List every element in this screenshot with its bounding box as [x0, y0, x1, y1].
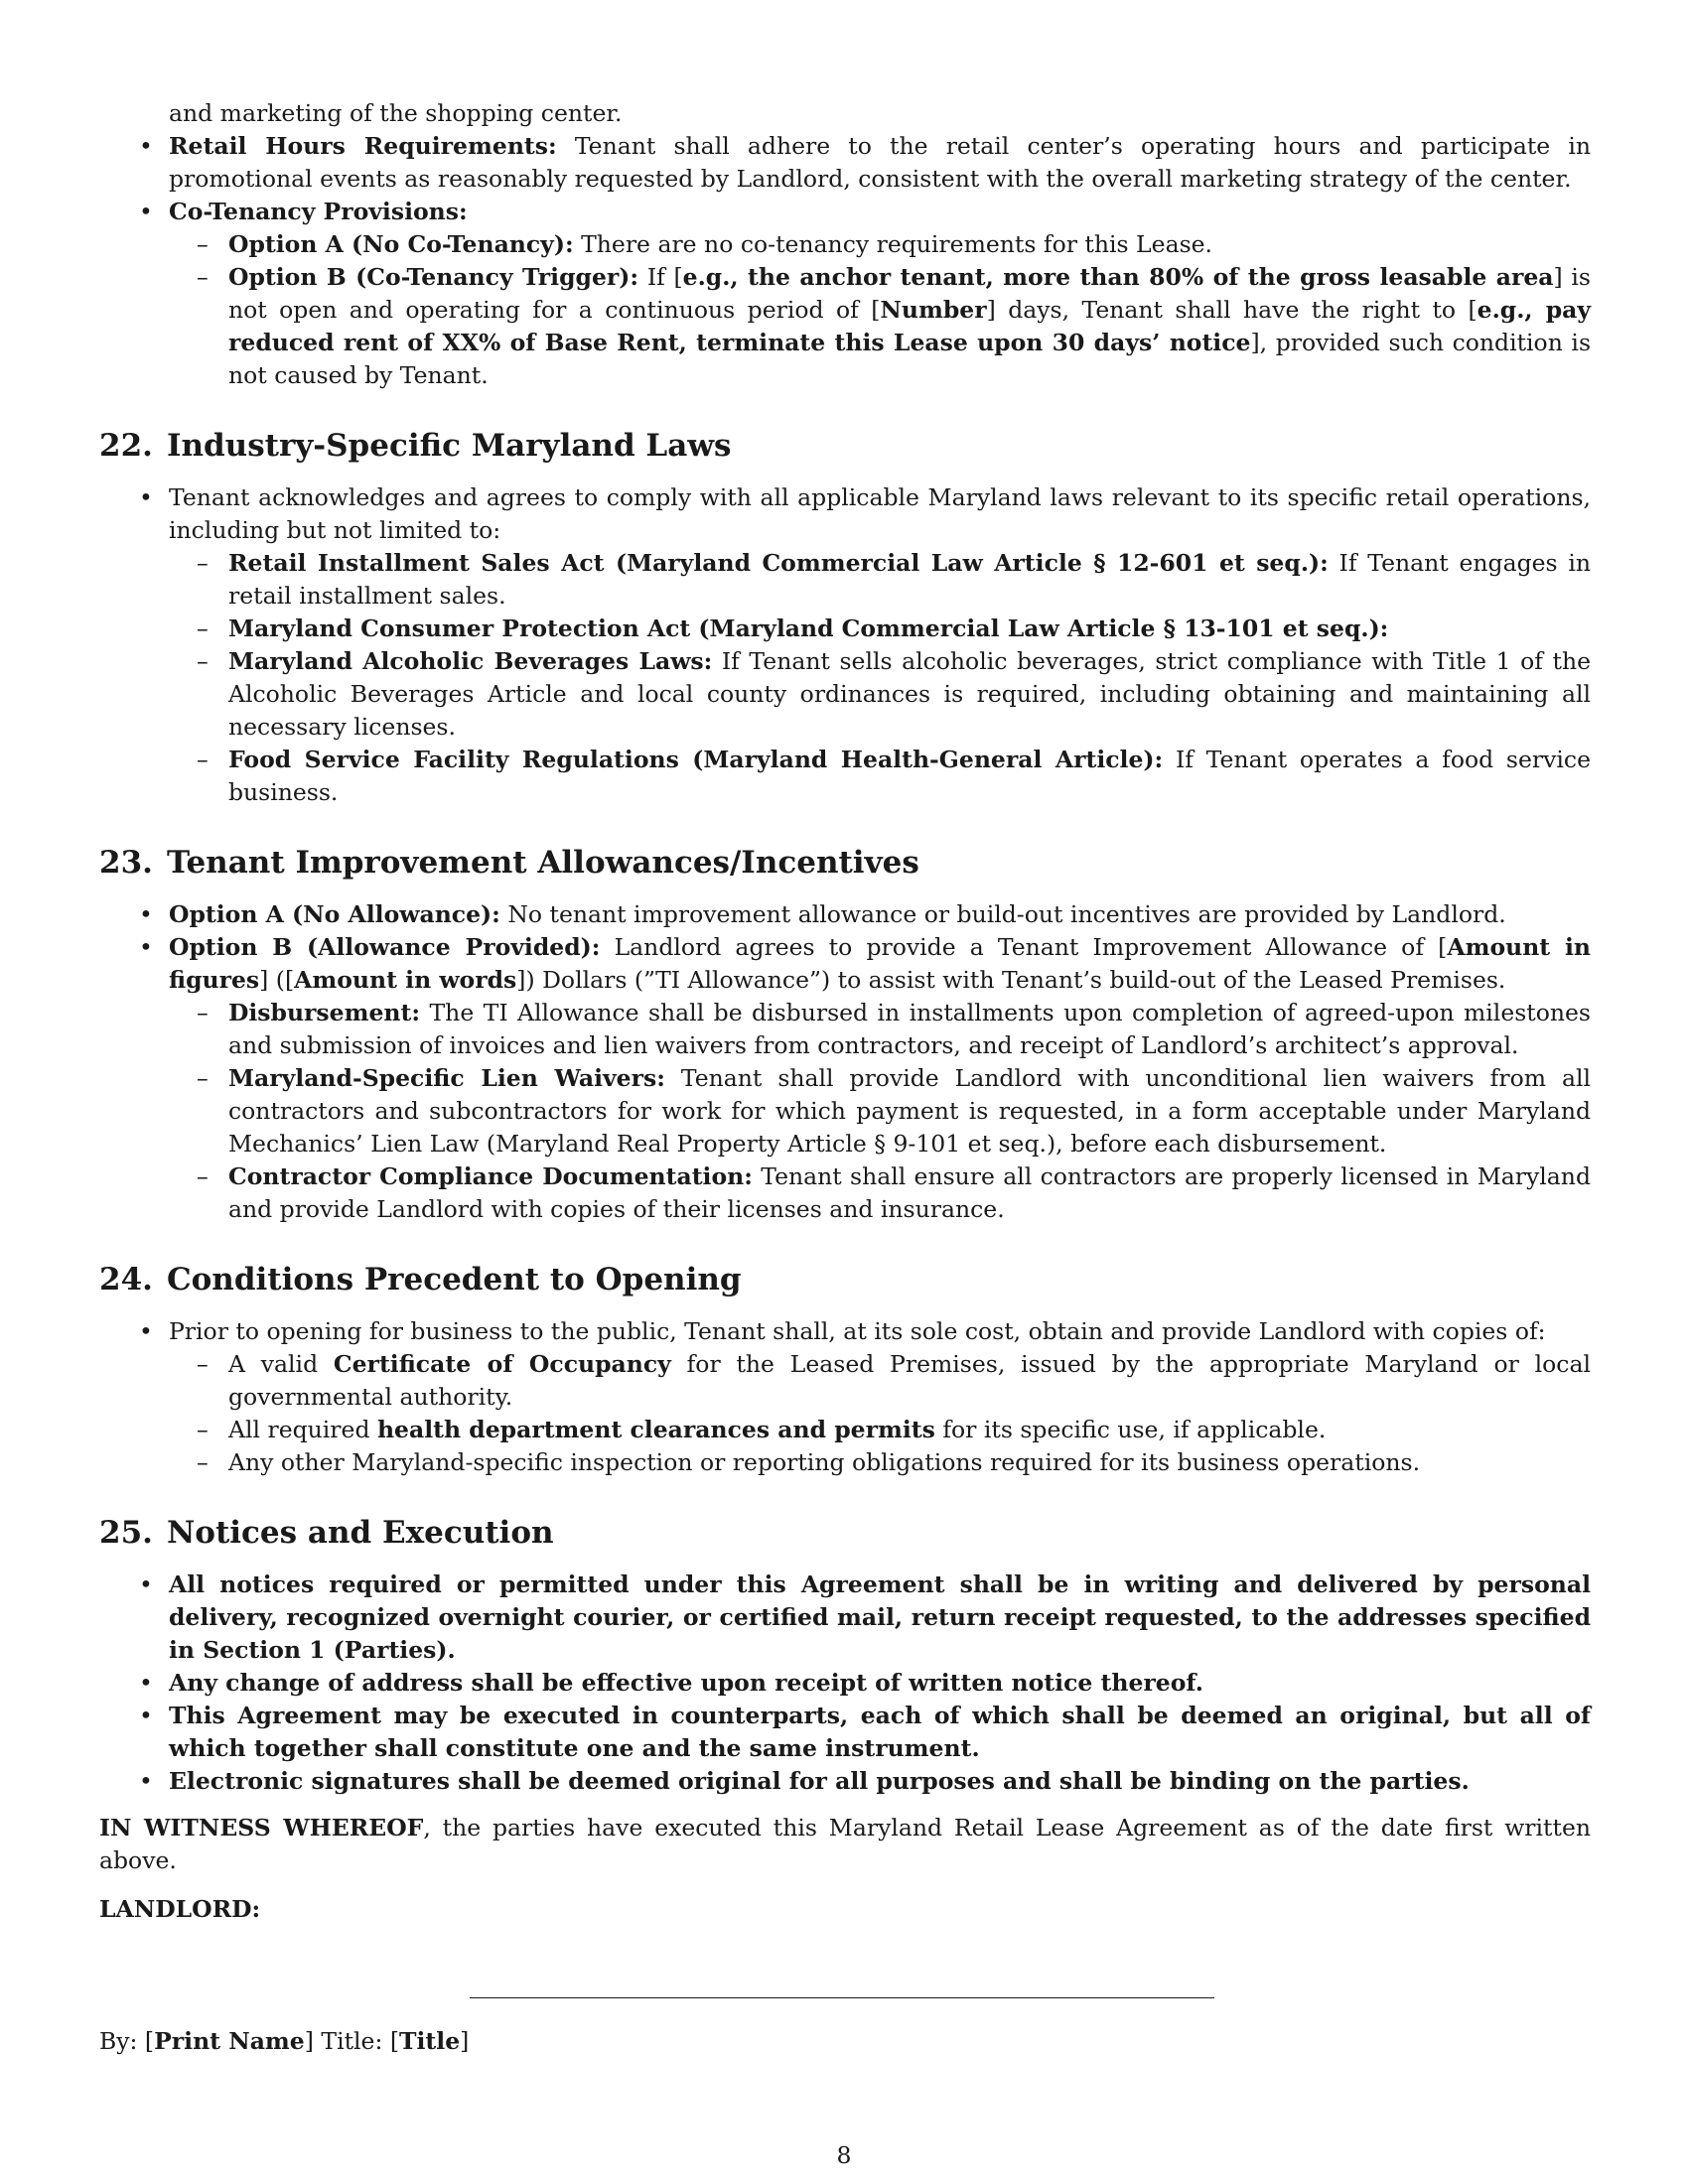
list-item-allowance-option-a: • Option A (No Allowance): No tenant improvement allowance or build-out incentives are provided by Landlord. [99, 898, 1591, 931]
section-25-list [99, 1569, 1591, 1798]
list-item: • Prior to opening for business to the public, Tenant shall, at its sole cost, obtain and provide Landlord with copies of: [99, 1315, 1591, 1348]
marketing-list [99, 130, 1591, 392]
sub-item: – Any other Maryland-specific inspection or reporting obligations required for its business operations. [99, 1446, 1591, 1479]
sub-item: – Food Service Facility Regulations (Maryland Health-General Article): If Tenant operates a food service business. [99, 744, 1591, 809]
sub-item: – A valid Certificate of Occupancy for the Leased Premises, issued by the appropriate Maryland or local governmental authority. [99, 1348, 1591, 1414]
section-heading-22: 22. Industry-Specific Maryland Laws [99, 428, 732, 464]
sub-item: – Maryland Alcoholic Beverages Laws: If Tenant sells alcoholic beverages, strict compliance with Title 1 of the Alcoholic Beverages Article and local county ordinances is required, including obtaining and maintaining all necessary licenses. [99, 645, 1591, 744]
witness-paragraph: IN WITNESS WHEREOF, the parties have executed this Maryland Retail Lease Agreement as of the date first written above. [99, 1814, 1591, 1874]
list-item-allowance-option-b: • Option B (Allowance Provided): Landlord agrees to provide a Tenant Improvement Allowance of [Amount in figures] ([Amount in words]) Dollars (”TI Allowance”) to assist with Tenant’s build-out of the Leased Premises. [99, 931, 1591, 997]
signature-line [470, 1997, 1214, 1998]
signature-byline: By: [Print Name] Title: [Title] [99, 2027, 470, 2055]
list-item: • Tenant acknowledges and agrees to comply with all applicable Maryland laws relevant to its specific retail operations, including but not limited to: [99, 481, 1591, 547]
list-item-cotenancy: • Co-Tenancy Provisions: [99, 196, 1591, 228]
sub-item-cotenancy-option-b: – Option B (Co-Tenancy Trigger): If [e.g., the anchor tenant, more than 80% of the gross leasable area] is not open and operating for a continuous period of [Number] days, Tenant shall have the right to [e.g., pay reduced rent of XX% of Base Rent, terminate this Lease upon 30 days’ notice], provided such condition is not caused by Tenant. [99, 261, 1591, 392]
section-22-list [99, 481, 1591, 809]
section-23-list [99, 898, 1591, 1226]
section-24-list [99, 1315, 1591, 1479]
print-name-placeholder: Print Name [154, 2027, 305, 2055]
sub-item: – Maryland Consumer Protection Act (Maryland Commercial Law Article § 13-101 et seq.): [99, 613, 1591, 645]
section-heading-25: 25. Notices and Execution [99, 1515, 554, 1551]
section-heading-23: 23. Tenant Improvement Allowances/Incentives [99, 845, 919, 881]
sub-item: – Retail Installment Sales Act (Maryland Commercial Law Article § 12-601 et seq.): If Tenant engages in retail installment sales. [99, 547, 1591, 613]
sub-item-cotenancy-option-a: – Option A (No Co-Tenancy): There are no co-tenancy requirements for this Lease. [99, 228, 1591, 261]
list-item-retail-hours: • Retail Hours Requirements: Tenant shall adhere to the retail center’s operating hours and participate in promotional events as reasonably requested by Landlord, consistent with the overall marketing strategy of the center. [99, 130, 1591, 196]
section-heading-24: 24. Conditions Precedent to Opening [99, 1262, 742, 1297]
page-number: 8 [836, 2141, 852, 2169]
continuation-text: and marketing of the shopping center. [169, 99, 623, 127]
list-item: • Any change of address shall be effective upon receipt of written notice thereof. [99, 1667, 1591, 1700]
list-item: • Electronic signatures shall be deemed original for all purposes and shall be binding on the parties. [99, 1765, 1591, 1798]
list-item: • This Agreement may be executed in counterparts, each of which shall be deemed an original, but all of which together shall constitute one and the same instrument. [99, 1700, 1591, 1765]
document-page [99, 97, 1591, 1926]
sub-item: – Contractor Compliance Documentation: Tenant shall ensure all contractors are properly licensed in Maryland and provide Landlord with copies of their licenses and insurance. [99, 1160, 1591, 1226]
sub-item: – Disbursement: The TI Allowance shall be disbursed in installments upon completion of agreed-upon milestones and submission of invoices and lien waivers from contractors, and receipt of Landlord’s architect’s approval. [99, 997, 1591, 1062]
sub-item: – All required health department clearances and permits for its specific use, if applicable. [99, 1414, 1591, 1446]
list-item: • All notices required or permitted under this Agreement shall be in writing and delivered by personal delivery, recognized overnight courier, or certified mail, return receipt requested, to the addresses specified in Section 1 (Parties). [99, 1569, 1591, 1667]
landlord-label: LANDLORD: [99, 1895, 261, 1923]
sub-item: – Maryland-Specific Lien Waivers: Tenant shall provide Landlord with unconditional lien waivers from all contractors and subcontractors for work for which payment is requested, in a form acceptable under Maryland Mechanics’ Lien Law (Maryland Real Property Article § 9-101 et seq.), before each disbursement. [99, 1062, 1591, 1160]
title-placeholder: Title [399, 2027, 461, 2055]
